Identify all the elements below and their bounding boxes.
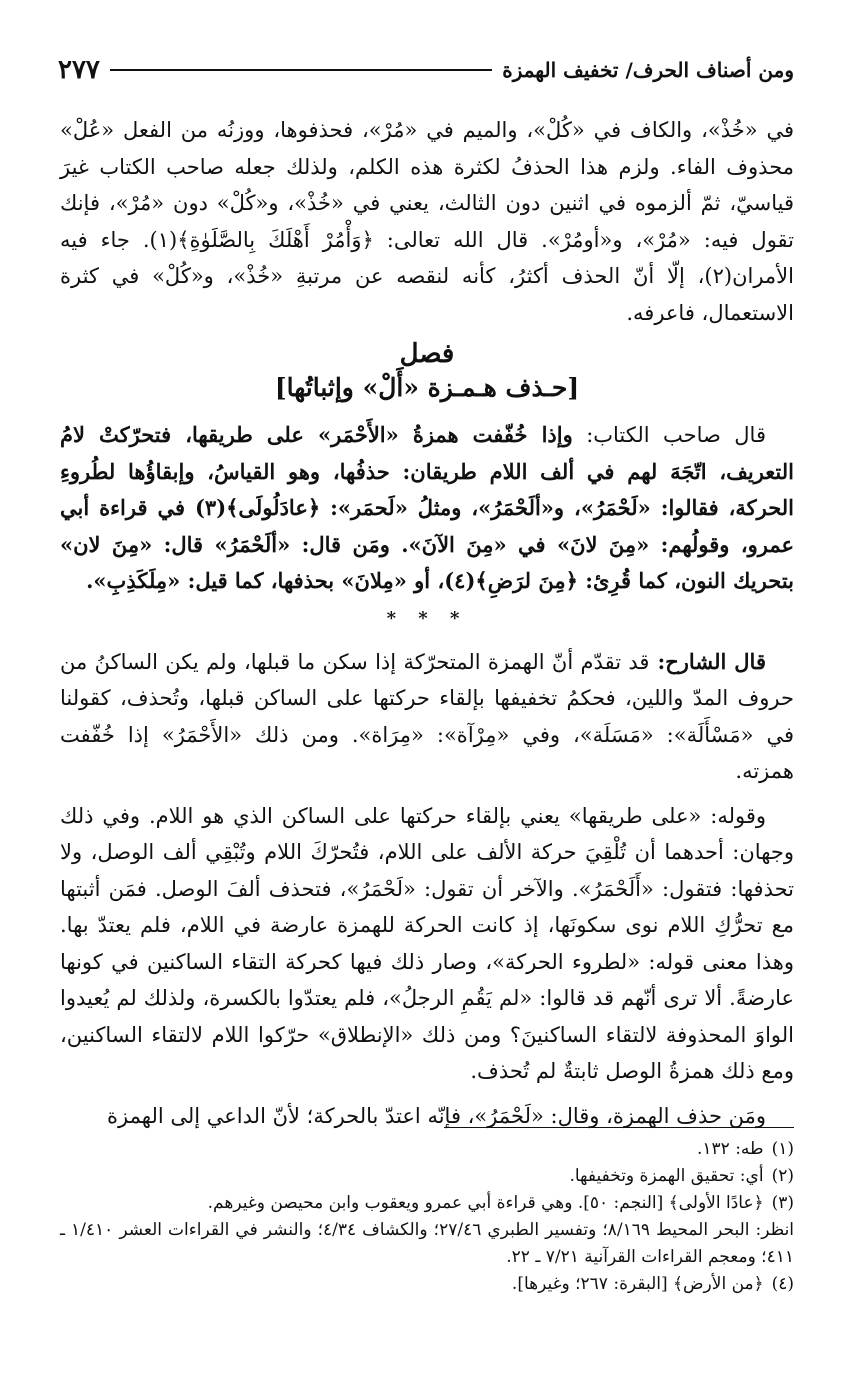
commentary-label: قال الشارح: — [649, 648, 766, 674]
footnote-item — [60, 1271, 794, 1298]
section-subtitle: [حـذف هـمـزة «أَلْ» وإثباتُها] — [274, 373, 580, 402]
page-number: ٢٧٧ — [58, 55, 100, 85]
footnote-item — [60, 1190, 794, 1217]
author-text-bold: وإذا خُفّفت همزةُ «الأَحْمَر» على طريقها، فتحرّكتْ لامُ التعريف، اتّجَهَ لهم في ألف اللام طريقان: حذفُها، وهو القياسُ، وإبقاؤُها لطُروءِ الحركة، فقالوا: «لَحْمَرُ»، و«ألَحْمَرُ»، ومثلُ «لَحمَر»: ﴿عادَلُولَى﴾(٣) في قراءة أبي عمرو، وقولُهم: «مِنَ لانَ» في «مِنَ الآنَ». ومَن قال: «ألَحْمَرُ» قال: «مِنَ لان» بتحريك النون، كما قُرِئ: ﴿مِنَ لرَضِ﴾(٤)، أو «مِلانَ» بحذفها، كما قيل: «مِلَكَذِبِ». — [60, 422, 794, 593]
footnote-text: طه: ١٣٢. — [696, 1139, 764, 1159]
separator-stars: * * * — [386, 607, 468, 629]
footnote-rule — [444, 1127, 794, 1128]
footnote-item — [60, 1163, 794, 1190]
footnote-number: (١) — [771, 1139, 794, 1159]
section-title: فصل — [399, 339, 455, 369]
section-heading — [60, 337, 794, 405]
paragraph-gap — [60, 790, 794, 798]
commentary-paragraph — [60, 644, 794, 790]
author-text-paragraph — [60, 417, 794, 600]
author-text-lead: قال صاحب الكتاب: — [572, 423, 766, 447]
footnote-text: أي: تحقيق الهمزة وتخفيفها. — [569, 1166, 764, 1186]
footnote-text: ﴿عادًا الأولى﴾ [النجم: ٥٠]. وهي قراءة أبي عمرو ويعقوب وابن محيصن وغيرهم. — [207, 1193, 764, 1213]
running-header — [58, 50, 794, 90]
header-rule — [110, 69, 492, 71]
paragraph-gap — [60, 1090, 794, 1098]
footnote-number: (٤) — [771, 1274, 794, 1294]
footnote-continuation: انظر: البحر المحيط ٨/١٦٩؛ وتفسير الطبري ٢٧/٤٦؛ والكشاف ٤/٣٤؛ والنشر في القراءات العشر ١/٤١٠ ـ ٤١١؛ ومعجم القراءات القرآنية ٧/٢١ ـ ٢٢. — [60, 1220, 795, 1267]
paragraph-4: وقوله: «على طريقها» يعني بإلقاء حركتها على الساكن الذي هو اللام. وفي ذلك وجهان: أحدهما أن تُلْقِيَ حركة الألف على اللام، فتُحرّكَ اللام وتُبْقِي ألف الوصل، ولا تحذفها: فتقول: «أَلَحْمَرُ». والآخر أن تقول: «لَحْمَرُ»، فتحذف ألفَ الوصل. فمَن أثبتها مع تحرُّكِ اللام نوى سكونَها، إذ كانت الحركة للهمزة عارضة في اللام، فلم يعتدّ بها. وهذا معنى قوله: «لطروء الحركة»، وصار ذلك فيها كحركة التقاء الساكنين في كونها عارضةً. ألا ترى أنّهم قد قالوا: «لم يَقُمِ الرجلُ»، فلم يعتدّوا بالكسرة، ولذلك لم يُعيدوا الواوَ المحذوفة لالتقاء الساكنينَ؟ ومن ذلك «الإنطلاق» حرّكوا اللام لالتقاء الساكنين، ومع ذلك همزةُ الوصل ثابتةٌ لم تُحذف. — [60, 803, 794, 1083]
commentary-text: قد تقدّم أنّ الهمزة المتحرّكة إذا سكن ما قبلها، ولم يكن الساكنُ من حروف المدّ واللين، فحكمُ تخفيفها بإلقاء حركتها على الساكن قبلها، وتُحذف، كقولنا في «مَسْأَلَة»: «مَسَلَة»، وفي «مِرْآة»: «مِرَاة». ومن ذلك «الأَحْمَرُ» إذا خُفّفت همزته. — [60, 649, 794, 783]
footnote-text: ﴿من الأرض﴾ [البقرة: ٢٦٧؛ وغيرها]. — [511, 1274, 764, 1294]
footnotes — [60, 1136, 794, 1298]
paragraph-1: في «خُذْ»، والكاف في «كُلْ»، والميم في «مُرْ»، فحذفوها، ووزنُه من الفعل «عُلْ» محذوف الفاء. ولزم هذا الحذفُ لكثرة هذه الكلم، ولذلك جعله صاحب الكتاب غيرَ قياسيّ، ثمّ ألزموه في اثنين دون الثالث، يعني في «خُذْ»، و«كُلْ» دون «مُرْ»، فإنك تقول فيه: «مُرْ»، و«أومُرْ». قال الله تعالى: ﴿وَأْمُرْ أَهْلَكَ بِالصَّلَوٰةِ﴾(١). جاء فيه الأمران(٢)، إلّا أنّ الحذف أكثرُ، كأنه لنقصه عن مرتبةِ «خُذْ»، و«كُلْ» في كثرة الاستعمال، فاعرفه. — [60, 118, 795, 325]
main-text — [60, 112, 794, 1134]
footnote-item — [60, 1136, 794, 1163]
header-title: ومن أصناف الحرف/ تخفيف الهمزة — [502, 58, 794, 82]
footnote-number: (٣) — [771, 1193, 794, 1213]
footnote-number: (٢) — [771, 1166, 794, 1186]
paragraph-5: ومَن حذف الهمزة، وقال: «لَحْمَرُ»، فإنّه اعتدّ بالحركة؛ لأنّ الداعي إلى الهمزة — [107, 1103, 766, 1128]
